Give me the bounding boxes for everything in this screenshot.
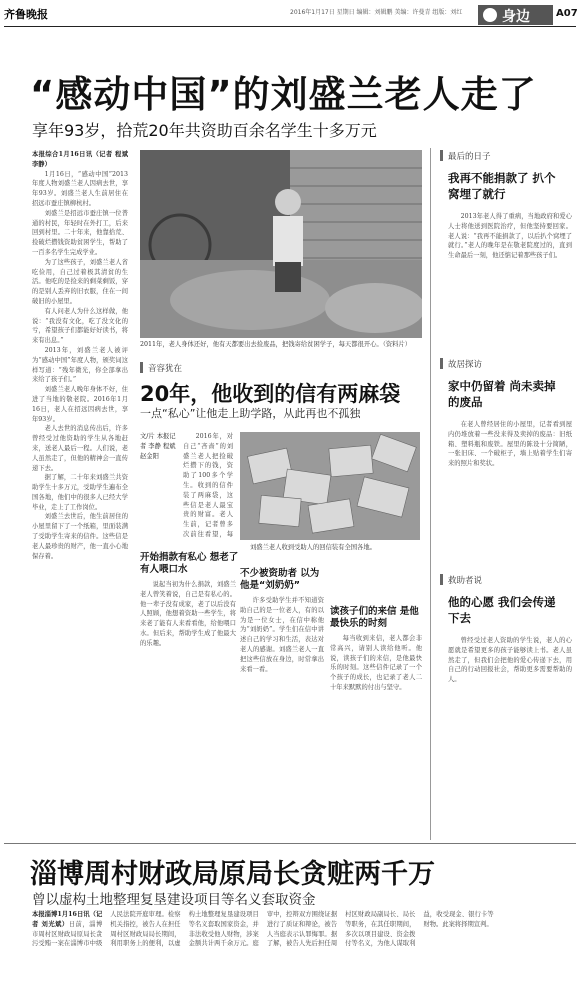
sidebar-paragraph: 曾经受过老人资助的学生说，老人的心愿就是希望更多的孩子能够读上书。老人虽然走了，但我们会把他的爱心传递下去，用自己的行动回报社会，帮助更多需要帮助的人。 — [448, 637, 572, 684]
lead-photo-caption: 2011年，老人身体还好，他有天都要出去捡废品，把钱寄给贫困学子，每天都很开心。（资料片） — [140, 341, 412, 348]
letters-photo-caption: 刘盛兰老人收到受助人的回信装有全国各地。 — [250, 544, 376, 551]
section-divider-rule — [4, 843, 576, 844]
feature-subheading-1: 开始捐款有私心 想老了有人喂口水 — [140, 552, 239, 575]
sidebar-kicker-bar-1 — [440, 150, 443, 161]
feature-kicker-bar — [140, 362, 143, 373]
sidebar-headline-2: 家中仍留着 尚未卖掉的废品 — [448, 379, 556, 409]
feature-paragraph: 每当收到来信，老人都会非常高兴，请别人读给他听。他说，读孩子们的来信，是他最快乐的时刻。这些信件记录了一个个孩子的成长，也记录了老人二十年来默默的付出与坚守。 — [330, 635, 422, 691]
page-number: A07 — [556, 8, 578, 19]
lead-paragraph: 刘盛兰去世后，他生前居住的小屋里留下了一个纸箱，里面装满了受助学生寄来的信件。这些信是老人最珍贵的财产，他一直小心地保存着。 — [32, 513, 128, 560]
second-byline: 本报淄博1月16日讯（记者 刘光斌） — [32, 911, 103, 928]
lead-paragraph: 为了这些孩子，刘盛兰老人省吃俭用，自己过着极其清贫的生活。他吃的是捡来的剩菜剩饭，穿的是别人丢弃的旧衣服，住在一间破旧的小屋里。 — [32, 258, 128, 305]
lead-paragraph: 刘盛兰老人晚年身体不好，住进了当地的敬老院。2016年1月16日，老人在招远因病去世，享年93岁。 — [32, 386, 128, 423]
page-header — [0, 0, 580, 26]
lead-paragraph: 2013年，刘盛兰老人被评为“感动中国”年度人物，颁奖词这样写道：“残年微光，你全部拿出来给了孩子们。” — [32, 346, 128, 384]
letters-photo — [240, 432, 420, 540]
header-rule — [4, 26, 576, 27]
feature-byline: 文/片 本报记者 李静 程斌 赵金阳 — [140, 433, 176, 460]
lead-paragraph: 1月16日，“感动中国”2013年度人物刘盛兰老人因病去世，享年93岁。刘盛兰老人生前居住在招远市蚕庄镇柳杭村。 — [32, 170, 128, 207]
sidebar-divider — [430, 148, 431, 840]
lead-paragraph: 老人去世的消息传出后，许多曾经受过他资助的学生从各地赶来，送老人最后一程。人们说，老人虽然走了，但他的精神会一直传递下去。 — [32, 425, 128, 472]
feature-col1-continued — [140, 580, 236, 840]
feature-subheading-2: 不少被资助者 以为他是“刘奶奶” — [240, 568, 320, 591]
section-circle-icon — [483, 8, 497, 22]
feature-col3 — [330, 634, 422, 840]
feature-subhead: 一点“私心”让他走上助学路，从此再也不孤独 — [140, 407, 361, 420]
feature-headline: 20年，他收到的信有两麻袋 — [140, 382, 401, 406]
sidebar-headline-3: 他的心愿 我们会传递下去 — [448, 595, 556, 625]
sidebar-kicker-1: 最后的日子 — [448, 152, 491, 162]
sidebar-text-2 — [448, 420, 572, 550]
second-headline: 淄博周村财政局原局长贪赃两千万 — [30, 859, 435, 890]
lead-headline: “感动中国”的刘盛兰老人走了 — [30, 73, 537, 116]
sidebar-text-1 — [448, 212, 572, 322]
second-paragraph: 日前，淄博市周村区财政局原局长贪污受贿一案在淄博市中级人民法院开庭审理。检察机关指控，被告人在担任周村区财政局局长期间，利用职务上的便利，以虚构土地整理复垦建设项目等名义套取国家资金，并非法收受他人财物，涉案金额共计两千余万元。庭审中，控辩双方围绕证据进行了质证和辩论，被告人当庭表示认罪悔罪。据了解，被告人先后担任周村区财政局副局长、局长等职务，在其任职期间，多次以项目建设、资金拨付等名义，为他人谋取利益，收受现金、银行卡等财物。此案将择期宣判。 — [32, 911, 494, 948]
sidebar-text-3 — [448, 636, 572, 832]
lead-photo — [140, 150, 422, 338]
lead-subhead: 享年93岁，拾荒20年共资助百余名学生十多万元 — [32, 121, 377, 140]
sidebar-paragraph: 2013年老人得了重病，当地政府和爱心人士将他送到医院治疗，但他坚持要回家。老人说：“我再不能捐款了，以后扒个窝埋了就行。”老人的晚年是在敬老院度过的，直到生命最后一刻，他还惦记着那些孩子们。 — [448, 213, 572, 260]
lead-paragraph: 刘盛兰是招远市蚕庄镇一位普通的村民，年轻时在外打工，后来回到村里。二十年来，他靠拾荒、捡破烂攒钱资助贫困学生，帮助了一百多名学生完成学业。 — [32, 209, 128, 256]
feature-col1 — [183, 432, 233, 540]
masthead-logo: 齐鲁晚报 — [4, 8, 48, 21]
feature-col2 — [240, 596, 324, 840]
feature-paragraph: 许多受助学生并不知道资助自己的是一位老人，有的以为是一位女士，在信中称他为“刘奶奶”。学生们在信中讲述自己的学习和生活，表达对老人的感谢。刘盛兰老人一直把这些信放在身边，时常拿出来看一看。 — [240, 597, 324, 673]
dateline: 2016年1月17日 星期日 编辑：刘辑鹏 美编：许曼青 组版：刘红 — [290, 9, 463, 16]
lead-byline: 本报综合1月16日讯（记者 程斌 李静） — [32, 151, 128, 168]
sidebar-kicker-bar-3 — [440, 574, 443, 585]
section-label: 身边 — [502, 9, 530, 25]
lead-paragraph: 有人问老人为什么这样做，他说：“我没有文化，吃了没文化的亏，希望孩子们都能好好读书，将来有出息。” — [32, 307, 128, 345]
lead-photo-image — [140, 150, 422, 338]
second-subhead: 曾以虚构土地整理复垦建设项目等名义套取资金 — [32, 892, 316, 908]
sidebar-kicker-2: 故居探访 — [448, 360, 483, 370]
sidebar-headline-1: 我再不能捐款了 扒个窝埋了就行 — [448, 171, 556, 201]
second-body — [32, 910, 572, 978]
lead-body-column — [32, 150, 128, 840]
feature-kicker: 音容犹在 — [148, 364, 183, 374]
sidebar-paragraph: 在老人曾经居住的小屋里，记者看到屋内仍堆放着一些没来得及卖掉的废品：旧纸箱、塑料瓶和废铁。屋里的陈设十分简陋，一张旧床、一个破柜子，墙上贴着学生们寄来的照片和奖状。 — [448, 421, 572, 468]
feature-paragraph: 说起当初为什么捐款，刘盛兰老人曾笑着说，自己是有私心的。他一辈子没有成家，老了以后没有人照顾，他想着资助一些学生，将来老了能有人来看看他，给他喂口水。但后来，帮助学生成了他最大的乐趣。 — [140, 581, 236, 647]
feature-subheading-3: 读孩子们的来信 是他最快乐的时刻 — [330, 606, 419, 629]
sidebar-kicker-3: 救助者说 — [448, 576, 483, 586]
lead-paragraph: 据了解，二十年来刘盛兰共资助学生十多万元，受助学生遍布全国各地，他们中的很多人已经大学毕业，走上了工作岗位。 — [32, 474, 128, 511]
letters-photo-image — [240, 432, 420, 540]
sidebar-kicker-bar-2 — [440, 358, 443, 369]
feature-paragraph: 2016年，对自己“吝啬”的刘盛兰老人把捡破烂攒下的钱，资助了100多个学生。收到的信件装了两麻袋，这些信是老人最宝贵的财富。老人生前，记者曾多次前往看望，每 — [183, 433, 233, 538]
